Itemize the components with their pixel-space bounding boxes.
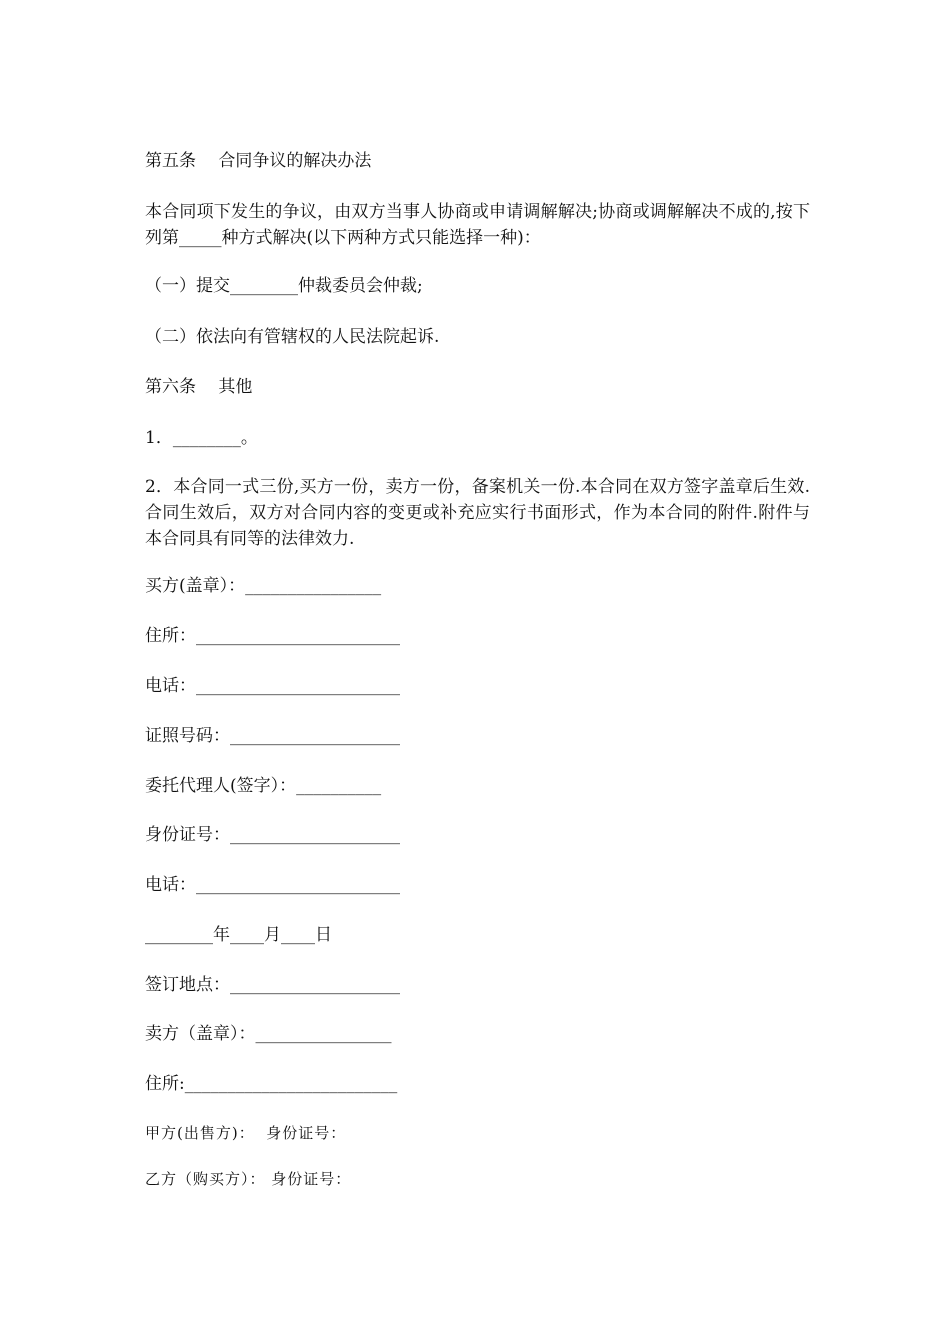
dispute-option-1: （一）提交________仲裁委员会仲裁; — [145, 276, 423, 296]
date-line: ________年____月____日 — [145, 925, 332, 945]
article5-heading: 第五条 合同争议的解决办法 — [145, 151, 372, 171]
party-a-line: 甲方(出售方)： 身份证号： — [145, 1124, 347, 1142]
agent-phone-field: 电话：________________________ — [145, 875, 400, 895]
agent-signature-field: 委托代理人(签字）：__________ — [145, 776, 382, 796]
seller-seal-field: 卖方（盖章）：________________ — [145, 1024, 392, 1044]
dispute-option-2: （二）依法向有管辖权的人民法院起诉. — [145, 327, 440, 347]
buyer-license-field: 证照号码：____________________ — [145, 726, 400, 746]
article5-body: 本合同项下发生的争议，由双方当事人协商或申请调解解决;协商或调解解决不成的,按下列第_____种方式解决(以下两种方式只能选择一种)： — [145, 202, 810, 248]
buyer-address-field: 住所：________________________ — [145, 626, 400, 646]
buyer-seal-field: 买方(盖章）：________________ — [145, 576, 382, 596]
other-item-2: 2．本合同一式三份,买方一份，卖方一份，备案机关一份.本合同在双方签字盖章后生效.合同生效后，双方对合同内容的变更或补充应实行书面形式，作为本合同的附件.附件与本合同具有同等的法律效力. — [145, 477, 810, 549]
signing-place-field: 签订地点：____________________ — [145, 975, 400, 995]
buyer-phone-field: 电话：________________________ — [145, 676, 400, 696]
other-item-1: 1．________。 — [145, 428, 258, 448]
article6-heading: 第六条 其他 — [145, 377, 253, 397]
agent-id-field: 身份证号：____________________ — [145, 825, 400, 845]
seller-address-field: 住所:_________________________ — [145, 1074, 398, 1094]
party-b-line: 乙方（购买方）： 身份证号： — [145, 1170, 352, 1188]
